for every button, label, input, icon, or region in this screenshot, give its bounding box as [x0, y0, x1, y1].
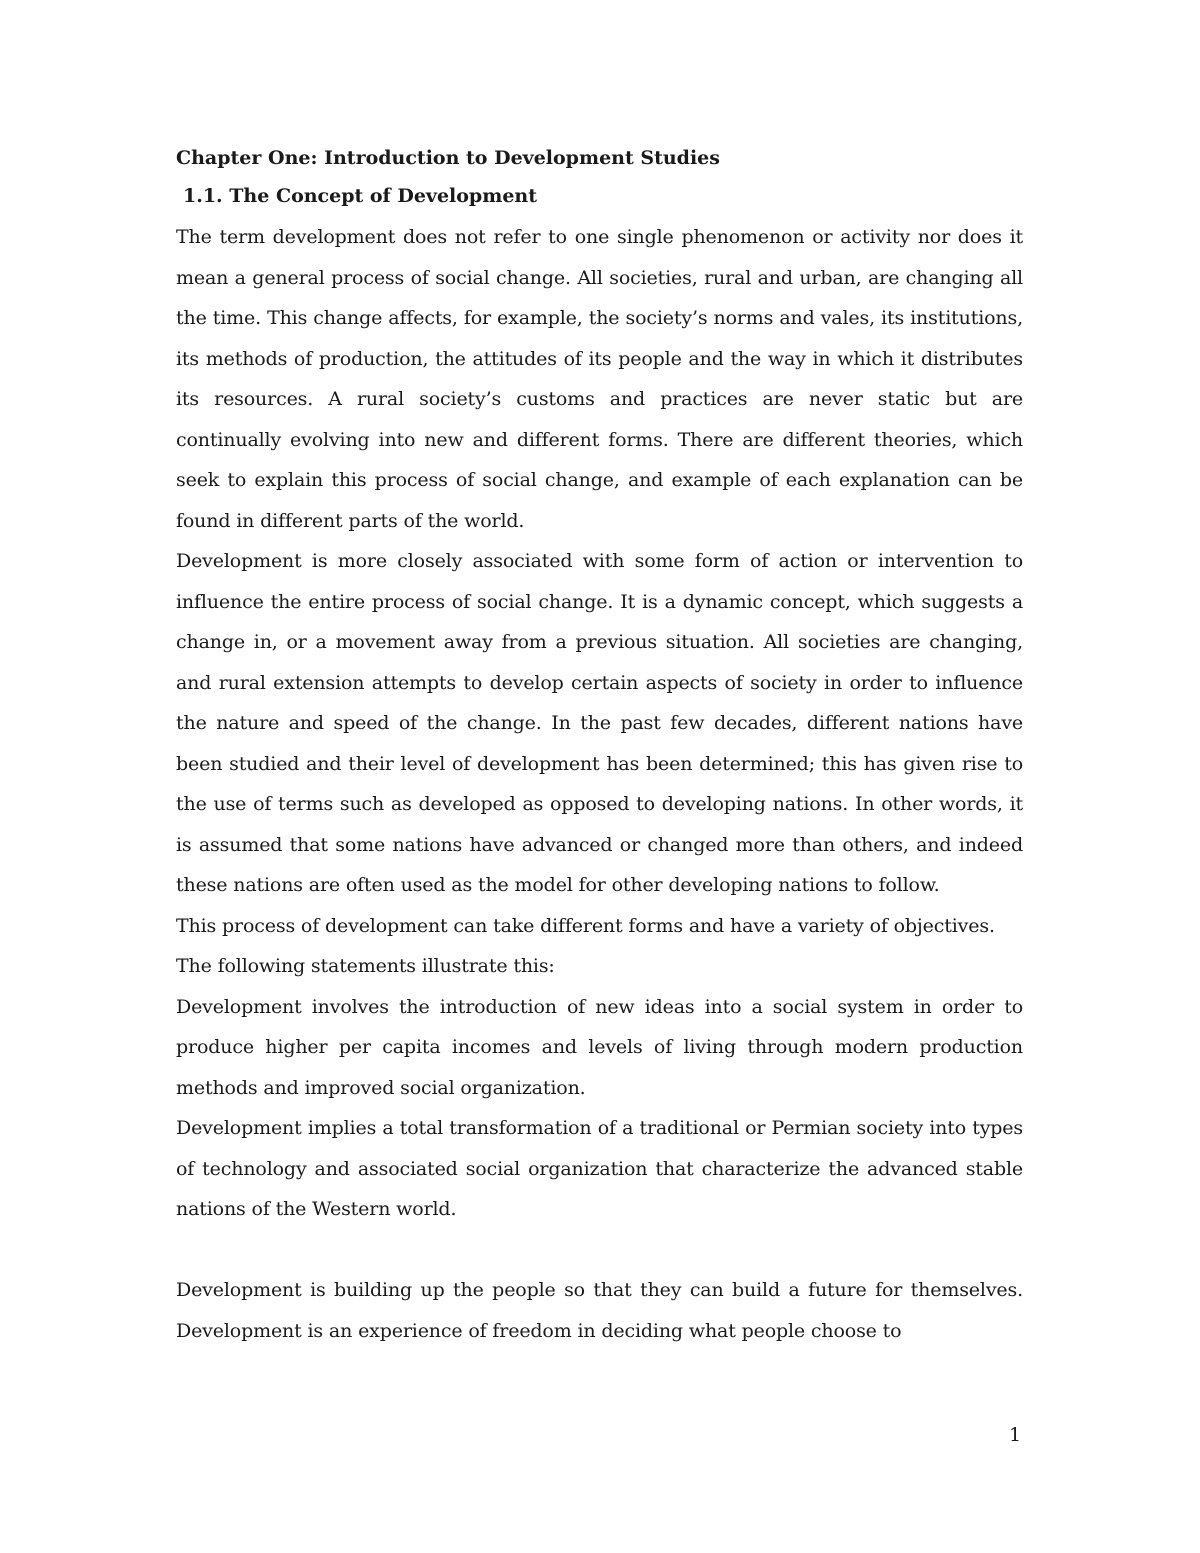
page-content: [176, 141, 1023, 1351]
paragraph-2: Development is more closely associated with some form of action or intervention to influence the entire process of social change. It is a dynamic concept, which suggests a change in, or a movement away from a previous situation. All societies are changing, and rural extension attempts to develop certain aspects of society in order to influence the nature and speed of the change. In the past few decades, different nations have been studied and their level of development has been determined; this has given rise to the use of terms such as developed as opposed to developing nations. In other words, it is assumed that some nations have advanced or changed more than others, and indeed these nations are often used as the model for other developing nations to follow.: [176, 550, 1023, 896]
page-number: 1: [1009, 1424, 1022, 1446]
paragraph-spacer: [176, 1230, 1023, 1271]
paragraph-6: Development implies a total transformation of a traditional or Permian society into types of technology and associated social organization that characterize the advanced stable nations of the Western world.: [176, 1117, 1023, 1220]
paragraph-4: The following statements illustrate this:: [176, 955, 555, 977]
paragraph-7: Development is building up the people so that they can build a future for themselves. Development is an experience of freedom in deciding what people choose to: [176, 1279, 1023, 1342]
paragraph-3: This process of development can take different forms and have a variety of objectives.: [176, 914, 995, 937]
paragraph-5: Development involves the introduction of new ideas into a social system in order to produce higher per capita incomes and levels of living through modern production methods and improved social organization.: [176, 995, 1023, 1099]
section-title: 1.1. The Concept of Development: [183, 185, 537, 207]
chapter-title: Chapter One: Introduction to Development Studies: [176, 147, 720, 169]
paragraph-1: The term development does not refer to one single phenomenon or activity nor does it mean a general process of social change. All societies, rural and urban, are changing all the time. This change affects, for example, the society’s norms and vales, its institutions, its methods of production, the attitudes of its people and the way in which it distributes its resources. A rural society’s customs and practices are never static but are continually evolving into new and different forms. There are different theories, which seek to explain this process of social change, and example of each explanation can be found in different parts of the world.: [176, 226, 1023, 532]
